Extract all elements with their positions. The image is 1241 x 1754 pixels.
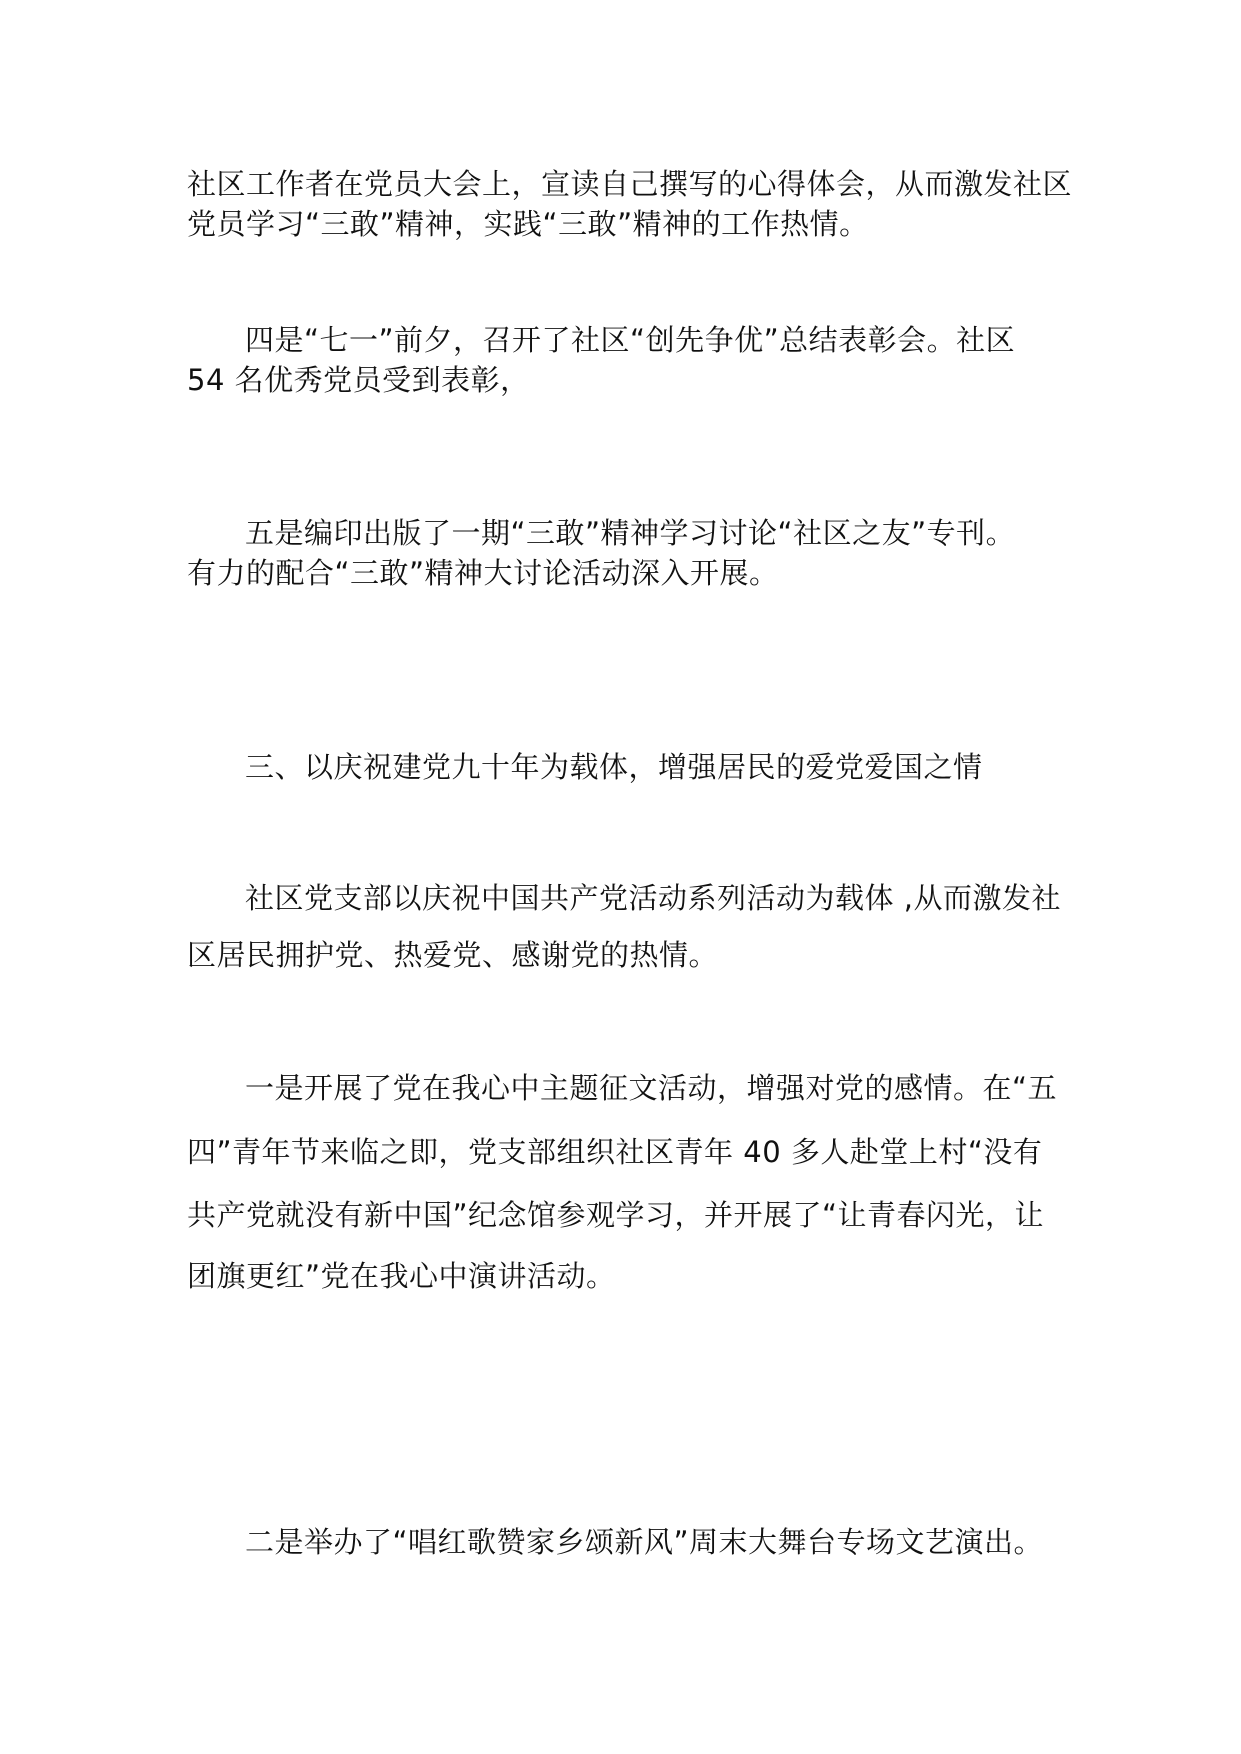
paragraph-3-line-2: 有力的配合“三敢”精神大讨论活动深入开展。 [187,556,779,590]
paragraph-1-line-1: 社区工作者在党员大会上，宣读自己撰写的心得体会，从而激发社区 [187,167,1073,201]
paragraph-7-line-1: 二是举办了“唱红歌赞家乡颂新风”周末大舞台专场文艺演出。 [245,1525,1044,1559]
paragraph-5-line-2: 区居民拥护党、热爱党、感谢党的热情。 [187,938,719,972]
paragraph-6-line-4: 团旗更红”党在我心中演讲活动。 [187,1259,616,1293]
paragraph-1-line-2: 党员学习“三敢”精神，实践“三敢”精神的工作热情。 [187,207,869,241]
section-heading: 三、以庆祝建党九十年为载体，增强居民的爱党爱国之情 [245,750,983,784]
paragraph-6-line-1: 一是开展了党在我心中主题征文活动，增强对党的感情。在“五 [245,1071,1058,1105]
paragraph-3-line-1: 五是编印出版了一期“三敢”精神学习讨论“社区之友”专刊。 [245,516,1016,550]
paragraph-2-line-1: 四是“七一”前夕，召开了社区“创先争优”总结表彰会。社区 [245,323,1016,357]
paragraph-6-line-3: 共产党就没有新中国”纪念馆参观学习，并开展了“让青春闪光，让 [187,1198,1045,1232]
paragraph-6-line-2: 四”青年节来临之即，党支部组织社区青年 40 多人赴堂上村“没有 [187,1135,1043,1169]
paragraph-5-line-1: 社区党支部以庆祝中国共产党活动系列活动为载体 ,从而激发社 [245,881,1061,915]
paragraph-2-line-2: 54 名优秀党员受到表彰， [187,363,530,397]
